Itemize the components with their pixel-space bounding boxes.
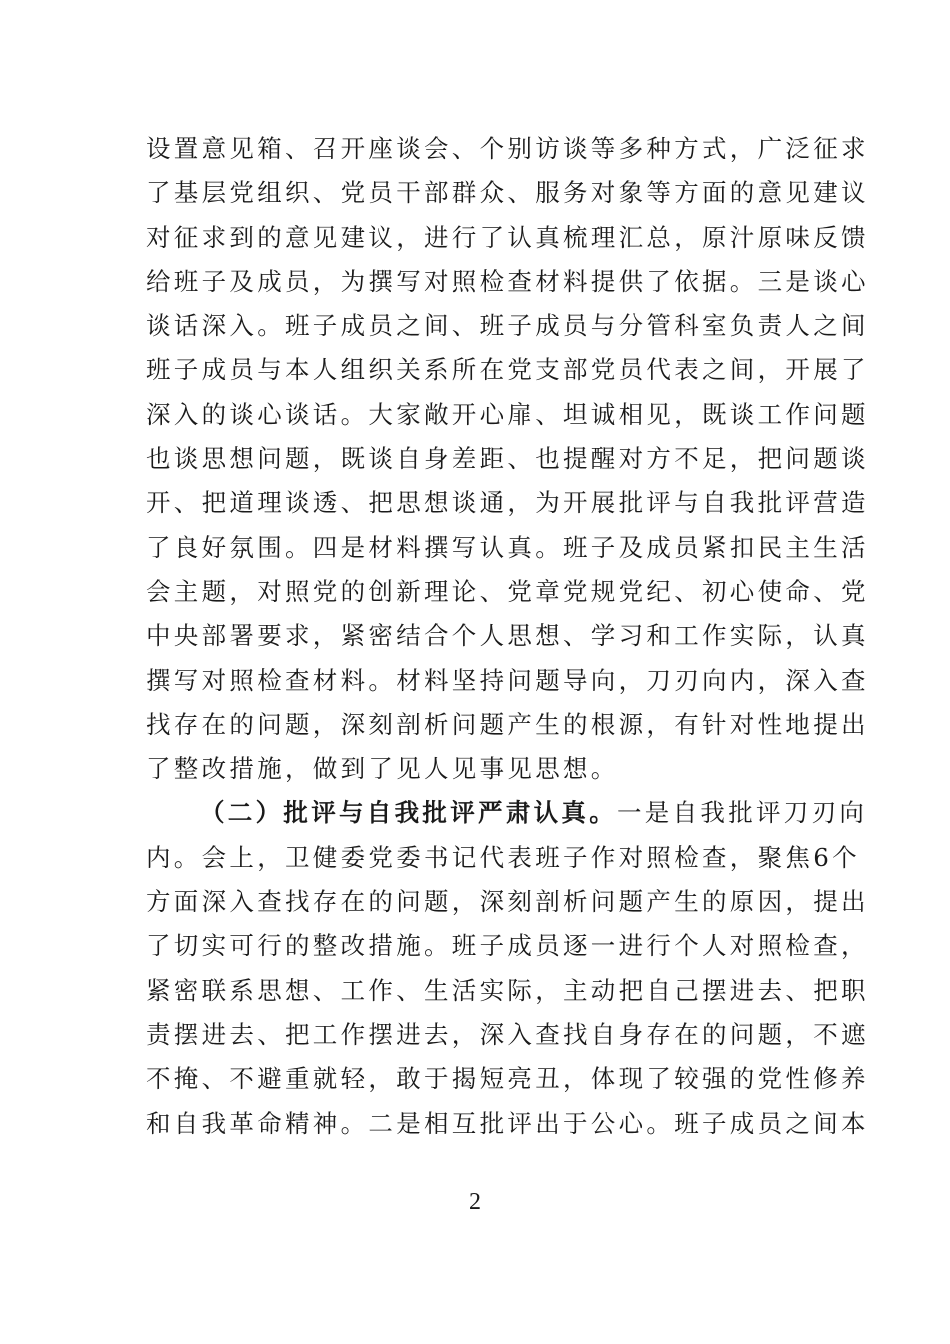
text-line: 找存在的问题，深刻剖析问题产生的根源，有针对性地提出 <box>146 709 869 739</box>
text-line: 给班子及成员，为撰写对照检查材料提供了依据。三是谈心 <box>146 266 869 296</box>
text-line: 了基层党组织、党员干部群众、服务对象等方面的意见建议 <box>146 178 869 208</box>
text-line: 谈话深入。班子成员之间、班子成员与分管科室负责人之间 <box>146 311 869 341</box>
body-text <box>146 127 869 1146</box>
text-line: 了切实可行的整改措施。班子成员逐一进行个人对照检查， <box>146 931 869 961</box>
text-line: 和自我革命精神。二是相互批评出于公心。班子成员之间本 <box>146 1108 869 1138</box>
page-number: 2 <box>469 1189 481 1215</box>
text-line: 不掩、不避重就轻，敢于揭短亮丑，体现了较强的党性修养 <box>146 1064 869 1094</box>
text-line: 中央部署要求，紧密结合个人思想、学习和工作实际，认真 <box>146 621 869 651</box>
text-line: 内。会上，卫健委党委书记代表班子作对照检查，聚焦6个 <box>146 842 860 872</box>
text-line: 了良好氛围。四是材料撰写认真。班子及成员紧扣民主生活 <box>146 532 869 562</box>
text-line: 了整改措施，做到了见人见事见思想。 <box>146 754 619 784</box>
text-line: 也谈思想问题，既谈自身差距、也提醒对方不足，把问题谈 <box>146 444 869 474</box>
section-heading: （二）批评与自我批评严肃认真。 <box>200 798 617 828</box>
text-span: 一是自我批评刀刃向 <box>617 798 868 828</box>
text-line: 深入的谈心谈话。大家敞开心扉、坦诚相见，既谈工作问题 <box>146 399 869 429</box>
text-line: 班子成员与本人组织关系所在党支部党员代表之间，开展了 <box>146 355 869 385</box>
text-line: 会主题，对照党的创新理论、党章党规党纪、初心使命、党 <box>146 576 869 606</box>
text-line: 责摆进去、把工作摆进去，深入查找自身存在的问题，不遮 <box>146 1019 869 1049</box>
text-line: 撰写对照检查材料。材料坚持问题导向，刀刃向内，深入查 <box>146 665 869 695</box>
text-line: 设置意见箱、召开座谈会、个别访谈等多种方式，广泛征求 <box>146 134 869 163</box>
text-line: 对征求到的意见建议，进行了认真梳理汇总，原汁原味反馈 <box>146 222 869 252</box>
paragraph-2-first-line <box>146 791 868 835</box>
text-line: 紧密联系思想、工作、生活实际，主动把自己摆进去、把职 <box>146 975 869 1005</box>
text-line: 方面深入查找存在的问题，深刻剖析问题产生的原因，提出 <box>146 887 869 917</box>
text-line: 开、把道理谈透、把思想谈通，为开展批评与自我批评营造 <box>146 488 869 518</box>
